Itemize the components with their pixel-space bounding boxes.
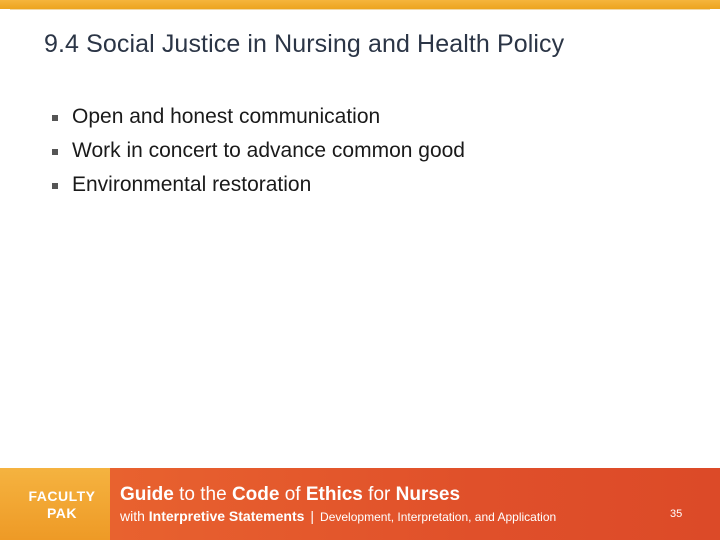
bullet-item	[52, 134, 465, 168]
bullet-text: Open and honest communication	[72, 105, 381, 128]
faculty-pak-panel	[0, 468, 110, 540]
title-divider	[10, 9, 710, 10]
nurses-word: Nurses	[395, 484, 461, 505]
bullet-item	[52, 168, 465, 202]
square-bullet-icon	[52, 115, 58, 121]
ethics-word: Ethics	[305, 484, 363, 505]
bullet-list	[52, 100, 465, 202]
logo-line1: FACULTY	[28, 488, 96, 504]
subtitle-separator: |	[310, 508, 315, 524]
logo-line2: PAK	[46, 505, 78, 521]
subtitle-prefix: with	[120, 508, 149, 524]
guide-connector: to the	[173, 484, 232, 505]
square-bullet-icon	[52, 149, 58, 155]
bullet-text: Environmental restoration	[72, 173, 312, 196]
guide-connector: of	[279, 484, 306, 505]
subtitle-rest: Development, Interpretation, and Application	[320, 510, 557, 524]
guide-connector: for	[362, 484, 396, 505]
bullet-text: Work in concert to advance common good	[72, 139, 465, 162]
bullet-item	[52, 100, 465, 134]
page-number: 35	[670, 508, 683, 520]
guide-subtitle	[120, 508, 556, 524]
guide-banner	[110, 468, 720, 540]
guide-word: Guide	[120, 484, 174, 505]
faculty-pak-logo	[22, 488, 102, 522]
code-word: Code	[231, 484, 280, 505]
slide-title: 9.4 Social Justice in Nursing and Health Policy	[44, 30, 565, 58]
square-bullet-icon	[52, 183, 58, 189]
footer-banner	[0, 468, 720, 540]
top-accent-bar	[0, 0, 720, 9]
subtitle-bold: Interpretive Statements	[148, 508, 305, 524]
guide-title	[120, 484, 460, 506]
